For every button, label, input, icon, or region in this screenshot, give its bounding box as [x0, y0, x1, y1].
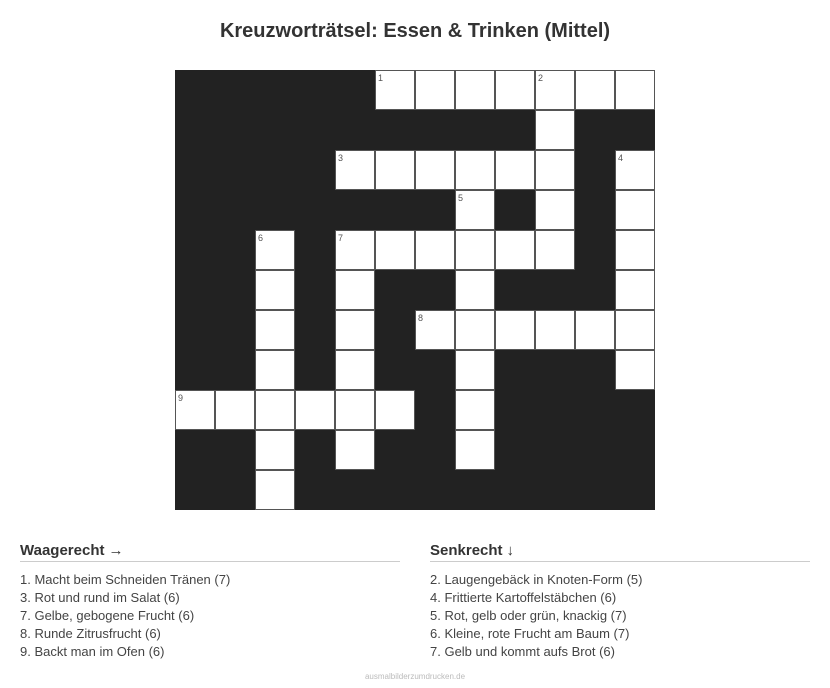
grid-cell[interactable]: [455, 390, 495, 430]
grid-cell[interactable]: [615, 70, 655, 110]
across-clue-8: 8. Runde Zitrusfrucht (6): [20, 626, 161, 641]
down-clue-2: 2. Laugengebäck in Knoten-Form (5): [430, 572, 643, 587]
grid-cell[interactable]: [375, 150, 415, 190]
clue-number: 1: [378, 73, 384, 83]
across-clue-7: 7. Gelbe, gebogene Frucht (6): [20, 608, 195, 623]
grid-cell[interactable]: [335, 270, 375, 310]
grid-cell[interactable]: [375, 230, 415, 270]
grid-cell[interactable]: [335, 390, 375, 430]
down-clues: [430, 542, 810, 661]
grid-cell[interactable]: [455, 430, 495, 470]
grid-cell[interactable]: [575, 310, 615, 350]
grid-cell[interactable]: [415, 150, 455, 190]
grid-cell[interactable]: [455, 350, 495, 390]
footer-credit: ausmalbilderzumdrucken.de: [364, 672, 466, 681]
grid-cell[interactable]: [255, 230, 295, 270]
clue-number: 8: [418, 313, 424, 323]
grid-cell[interactable]: [255, 270, 295, 310]
down-heading: [430, 542, 810, 562]
grid-cell[interactable]: [455, 190, 495, 230]
clue-number: 7: [338, 233, 344, 243]
grid-cell[interactable]: [495, 310, 535, 350]
down-clue-4: 4. Frittierte Kartoffelstäbchen (6): [430, 590, 617, 605]
grid-cell[interactable]: [455, 310, 495, 350]
grid-cell[interactable]: [375, 70, 415, 110]
across-clues: [20, 542, 400, 661]
grid-cell[interactable]: [615, 150, 655, 190]
grid-cell[interactable]: [575, 70, 615, 110]
grid-cell[interactable]: [415, 230, 455, 270]
grid-cell[interactable]: [535, 150, 575, 190]
grid-cell[interactable]: [335, 430, 375, 470]
across-clue-9: 9. Backt man im Ofen (6): [20, 644, 165, 659]
down-clue-7: 7. Gelb und kommt aufs Brot (6): [430, 644, 615, 659]
clue-number: 5: [458, 193, 464, 203]
grid-cell[interactable]: [535, 310, 575, 350]
grid-cell[interactable]: [615, 190, 655, 230]
down-clue-5: 5. Rot, gelb oder grün, knackig (7): [430, 608, 627, 623]
grid-cell[interactable]: [335, 310, 375, 350]
grid-cell[interactable]: [615, 230, 655, 270]
grid-cell[interactable]: [535, 190, 575, 230]
grid-cell[interactable]: [335, 150, 375, 190]
across-clue-3: 3. Rot und rund im Salat (6): [20, 590, 180, 605]
grid-cell[interactable]: [255, 310, 295, 350]
across-clue-1: 1. Macht beim Schneiden Tränen (7): [20, 572, 231, 587]
grid-cell[interactable]: [455, 230, 495, 270]
grid-cell[interactable]: [495, 230, 535, 270]
across-heading-label: Waagerecht: [20, 542, 105, 559]
grid-cell[interactable]: [535, 70, 575, 110]
grid-cell[interactable]: [335, 350, 375, 390]
grid-cell[interactable]: [615, 270, 655, 310]
down-heading-label: Senkrecht: [430, 542, 503, 559]
grid-cell[interactable]: [255, 470, 295, 510]
grid-cell[interactable]: [615, 350, 655, 390]
grid-cell[interactable]: [415, 310, 455, 350]
grid-cell[interactable]: [455, 150, 495, 190]
grid-cell[interactable]: [535, 110, 575, 150]
grid-cell[interactable]: [175, 390, 215, 430]
grid-cell[interactable]: [415, 70, 455, 110]
page-title: Kreuzworträtsel: Essen & Trinken (Mittel): [219, 20, 611, 42]
grid-cell[interactable]: [615, 310, 655, 350]
grid-cell[interactable]: [455, 70, 495, 110]
clue-number: 2: [538, 73, 544, 83]
grid-cell[interactable]: [295, 390, 335, 430]
grid-cell[interactable]: [255, 350, 295, 390]
grid-cell[interactable]: [255, 390, 295, 430]
grid-cell[interactable]: [455, 270, 495, 310]
clue-number: 3: [338, 153, 344, 163]
down-clue-6: 6. Kleine, rote Frucht am Baum (7): [430, 626, 630, 641]
clue-number: 4: [618, 153, 624, 163]
grid-cell[interactable]: [335, 230, 375, 270]
arrow-right-icon: →: [108, 542, 124, 559]
across-heading: [20, 542, 400, 562]
clue-number: 6: [258, 233, 264, 243]
grid-cell[interactable]: [375, 390, 415, 430]
arrow-down-icon: ↓: [506, 542, 515, 559]
grid-cell[interactable]: [215, 390, 255, 430]
grid-cell[interactable]: [255, 430, 295, 470]
crossword-grid: [175, 70, 655, 510]
grid-cell[interactable]: [495, 150, 535, 190]
clue-number: 9: [178, 393, 184, 403]
grid-cell[interactable]: [495, 70, 535, 110]
grid-cell[interactable]: [535, 230, 575, 270]
